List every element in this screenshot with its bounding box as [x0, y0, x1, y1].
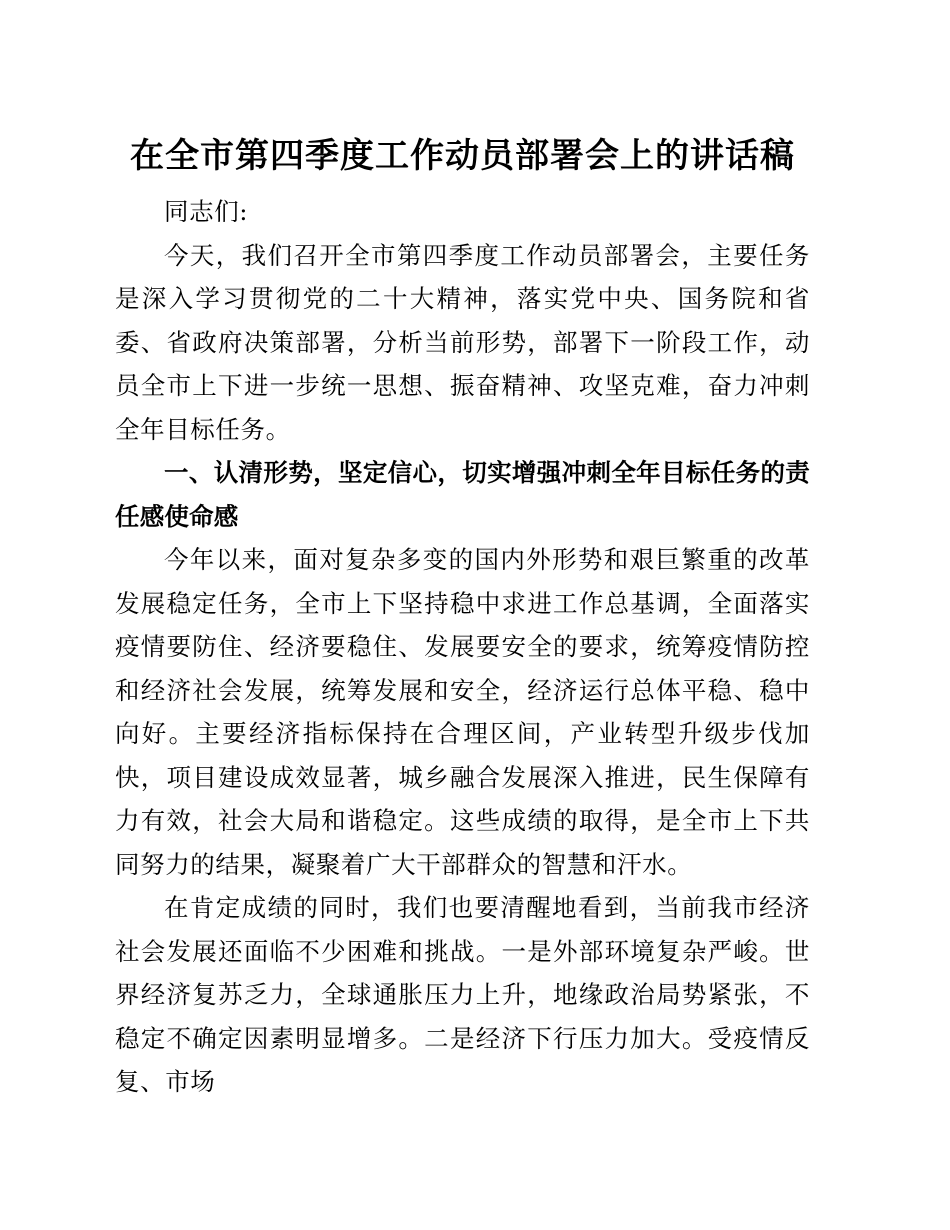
section-1-paragraph-2: 在肯定成绩的同时，我们也要清醒地看到，当前我市经济社会发展还面临不少困难和挑战。一是外部环境复杂严峻。世界经济复苏乏力，全球通胀压力上升，地缘政治局势紧张，不稳定不确定因素明显增多。二是经济下行压力加大。受疫情反复、市场	[115, 893, 810, 1096]
section-1-heading: 一、认清形势，坚定信心，切实增强冲刺全年目标任务的责任感使命感	[115, 458, 810, 531]
salutation: 同志们:	[164, 197, 249, 226]
intro-paragraph: 今天，我们召开全市第四季度工作动员部署会，主要任务是深入学习贯彻党的二十大精神，落实党中央、国务院和省委、省政府决策部署，分析当前形势，部署下一阶段工作，动员全市上下进一步统一思想、振奋精神、攻坚克难，奋力冲刺全年目标任务。	[115, 240, 810, 444]
section-1-paragraph-1: 今年以来，面对复杂多变的国内外形势和艰巨繁重的改革发展稳定任务，全市上下坚持稳中求进工作总基调，全面落实疫情要防住、经济要稳住、发展要安全的要求，统筹疫情防控和经济社会发展，统筹发展和安全，经济运行总体平稳、稳中向好。主要经济指标保持在合理区间，产业转型升级步伐加快，项目建设成效显著，城乡融合发展深入推进，民生保障有力有效，社会大局和谐稳定。这些成绩的取得，是全市上下共同努力的结果，凝聚着广大干部群众的智慧和汗水。	[115, 545, 810, 879]
document-page	[115, 128, 810, 1104]
document-title: 在全市第四季度工作动员部署会上的讲话稿	[130, 136, 795, 176]
